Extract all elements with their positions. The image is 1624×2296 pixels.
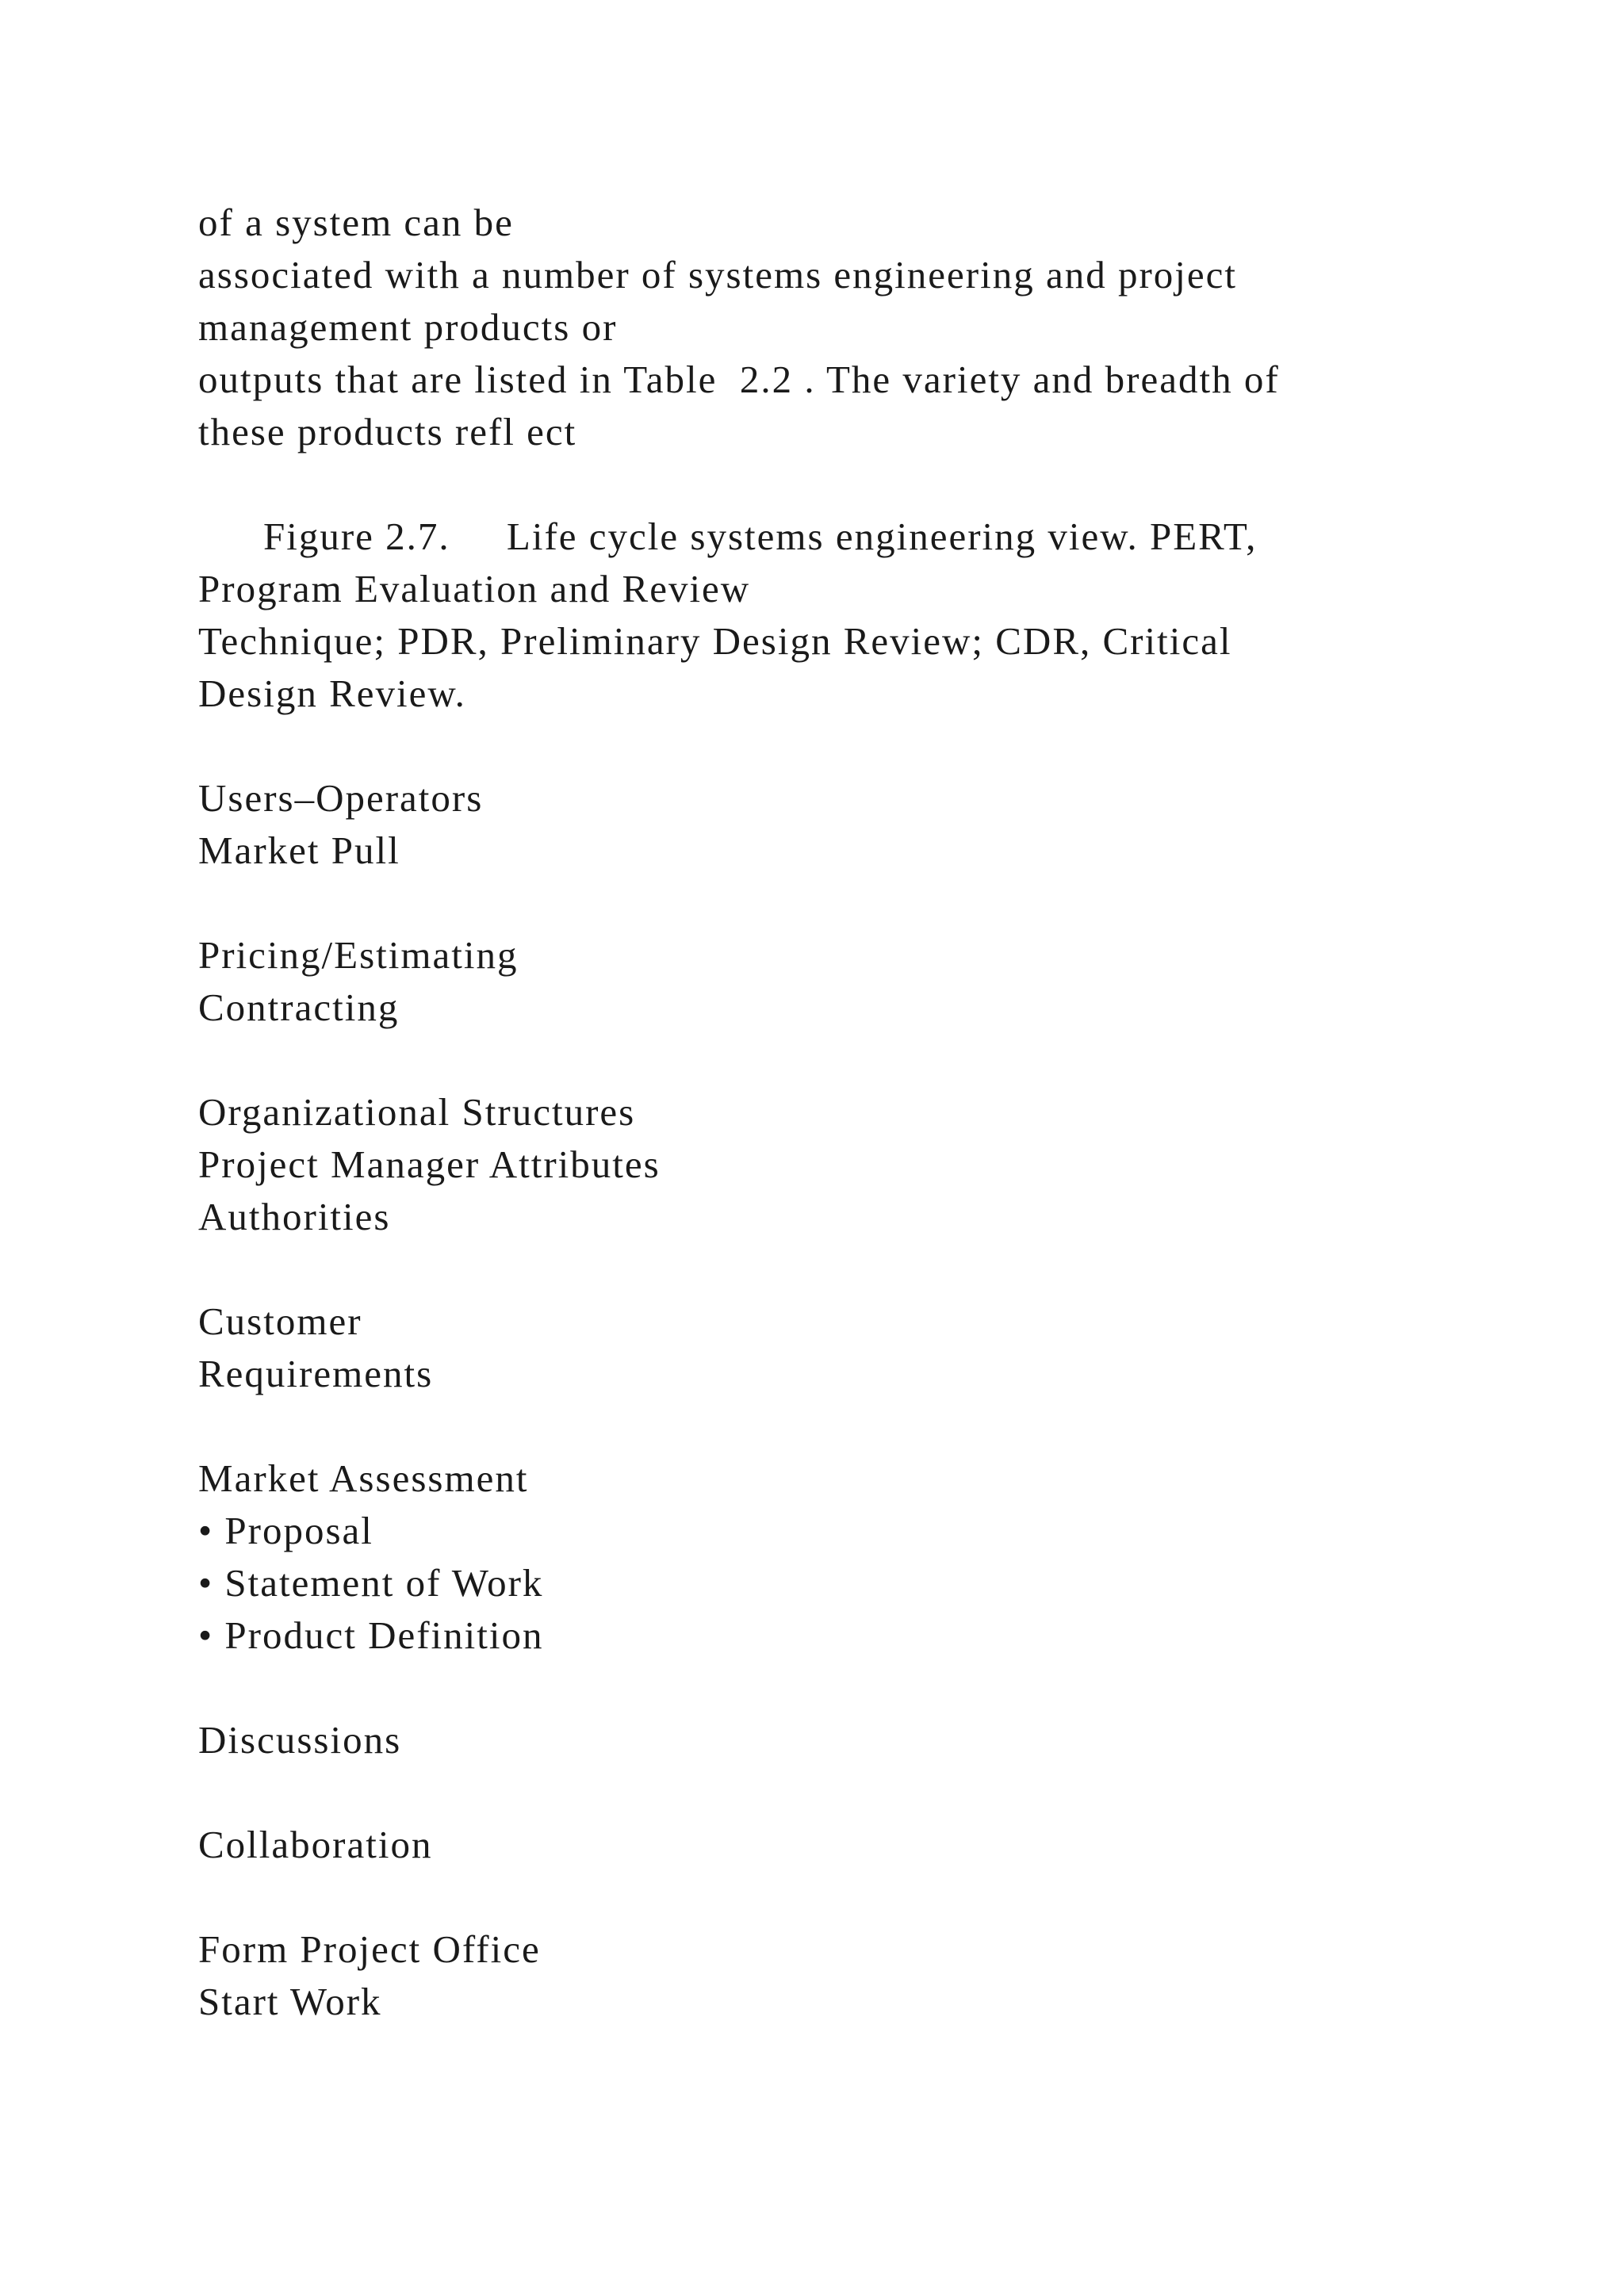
intro-paragraph (198, 197, 1546, 458)
blank-line (198, 1400, 1546, 1452)
text-line: Market Pull (198, 828, 400, 872)
text-line: associated with a number of systems engineering and project (198, 253, 1237, 297)
text-line: Form Project Office (198, 1927, 541, 1971)
blank-line (198, 1662, 1546, 1714)
text-line: Project Manager Attributes (198, 1142, 661, 1186)
text-line: Market Assessment (198, 1456, 529, 1500)
text-line: Authorities (198, 1195, 391, 1238)
blank-line (198, 458, 1546, 511)
text-line: Users–Operators (198, 776, 484, 820)
text-line: Customer (198, 1299, 362, 1343)
document-body (198, 197, 1546, 2028)
users-operators-block (198, 772, 1546, 877)
project-office-block (198, 1923, 1546, 2028)
market-assessment-block (198, 1452, 1546, 1662)
text-line: management products or (198, 305, 618, 349)
bullet-item: • Statement of Work (198, 1561, 544, 1605)
bullet-item: • Product Definition (198, 1613, 544, 1657)
customer-block (198, 1295, 1546, 1400)
text-line: Start Work (198, 1980, 382, 2023)
blank-line (198, 1766, 1546, 1819)
text-line: Requirements (198, 1352, 434, 1395)
caption-line: Technique; PDR, Preliminary Design Review; CDR, Critical (198, 619, 1232, 663)
blank-line (198, 877, 1546, 929)
text-line: Organizational Structures (198, 1090, 636, 1134)
organizational-block (198, 1086, 1546, 1243)
figure-caption (198, 511, 1546, 720)
text-line: of a system can be (198, 201, 514, 244)
text-line: outputs that are listed in Table 2.2 . The variety and breadth of (198, 358, 1280, 401)
pricing-block (198, 929, 1546, 1034)
caption-line: Figure 2.7. Life cycle systems engineering view. PERT, (263, 515, 1258, 558)
discussions-block (198, 1714, 1546, 1766)
blank-line (198, 1243, 1546, 1295)
blank-line (198, 1871, 1546, 1923)
text-line: Discussions (198, 1718, 402, 1762)
text-line: Contracting (198, 985, 400, 1029)
blank-line (198, 720, 1546, 772)
blank-line (198, 1034, 1546, 1086)
bullet-item: • Proposal (198, 1509, 373, 1552)
text-line: Collaboration (198, 1823, 433, 1866)
caption-line: Design Review. (198, 672, 466, 715)
text-line: these products refl ect (198, 410, 577, 453)
text-line: Pricing/Estimating (198, 933, 519, 977)
collaboration-block (198, 1819, 1546, 1871)
caption-line: Program Evaluation and Review (198, 567, 751, 610)
